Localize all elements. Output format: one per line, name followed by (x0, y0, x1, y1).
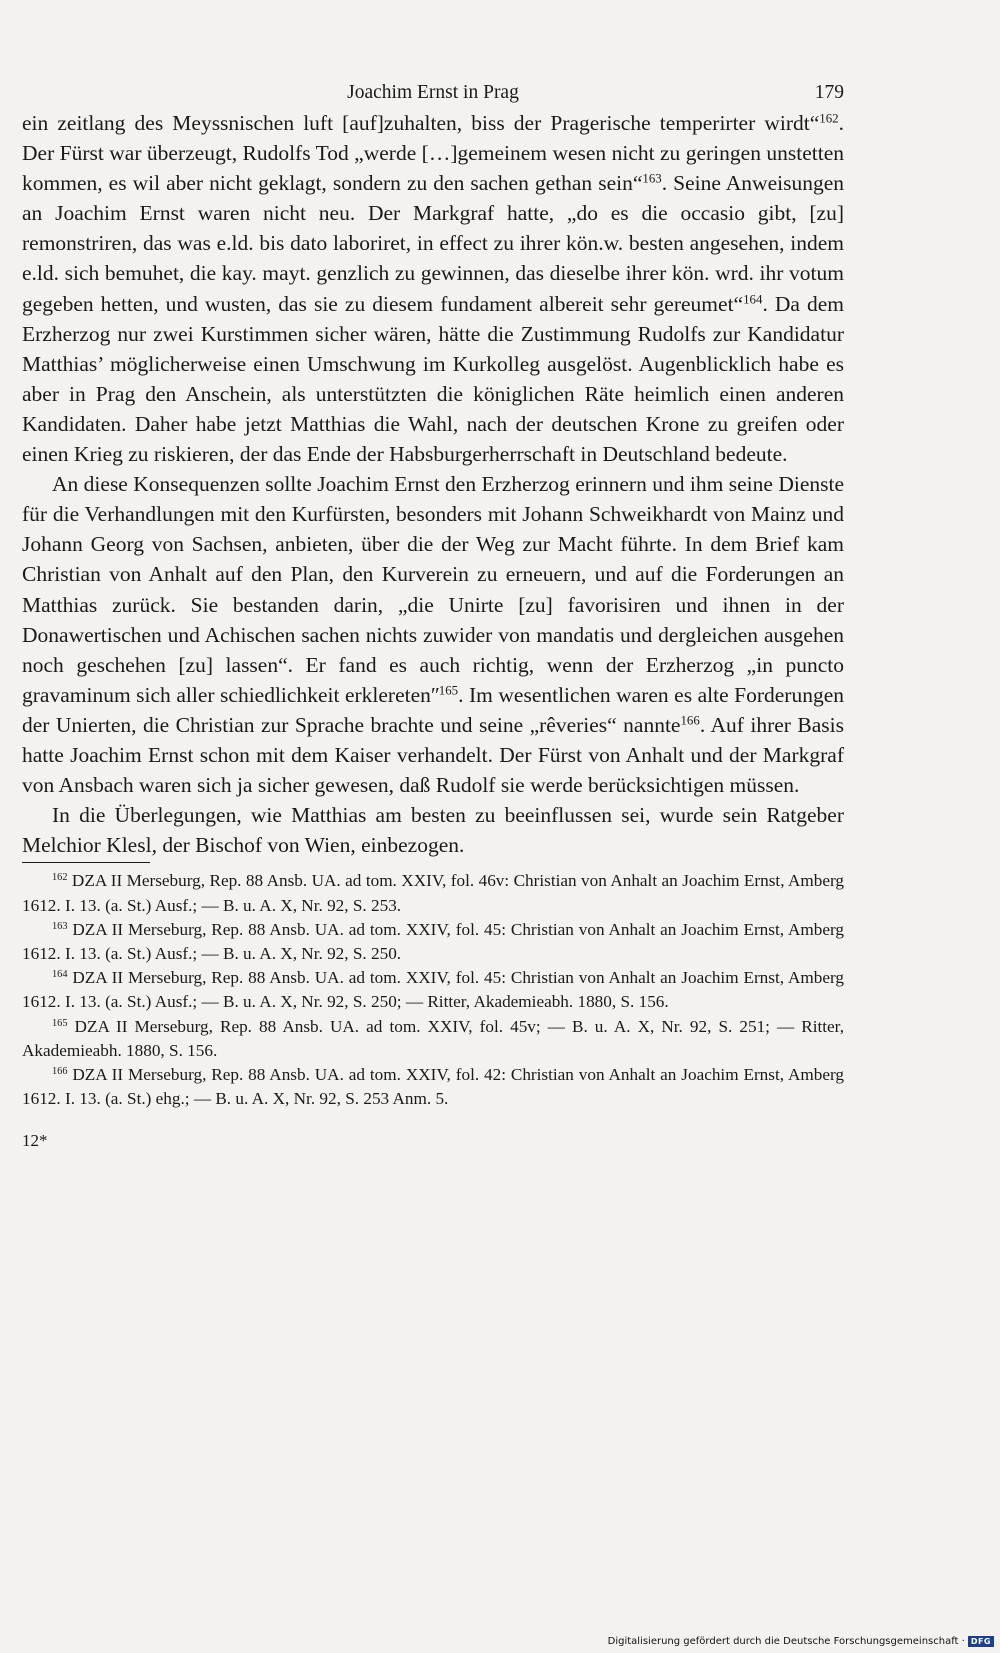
paragraph-1-text-b: . Der Fürst war überzeugt, Rudolfs Tod „werde […]gemeinem wesen nicht zu geringen unstetten kommen, es wil aber nicht geklagt, sondern zu den sachen gethan sein“ (22, 111, 844, 196)
footnote-divider (22, 862, 150, 863)
paragraph-2-text-a: An diese Konsequenzen sollte Joachim Ernst den Erzherzog erinnern und ihm seine Dienste für die Verhandlungen mit den Kurfürsten, besonders mit Johann Schweikhardt von Mainz und Johann Georg von Sachsen, anbieten, über die der Weg zur Macht führte. In dem Brief kam Christian von Anhalt auf den Plan, den Kurverein zu erneuern, und auf die Forderungen an Matthias zurück. Sie bestanden darin, „die Unirte [zu] favorisiren und ihnen in der Donawertischen und Achischen sachen nichts zuwider von mandatis und dergleichen ausgehen noch geschehen [zu] lassen“. Er fand es auch richtig, wenn der Erzherzog „in puncto gravaminum sich aller schiedlichkeit erkleretenʺ (22, 472, 844, 707)
dfg-notice-text: Digitalisierung gefördert durch die Deutsche Forschungsgemeinschaft · (607, 1636, 965, 1647)
paragraph-1-text-c: . Seine Anweisungen an Joachim Ernst waren nicht neu. Der Markgraf hatte, „do es die occasio gibt, [zu] remonstriren, das was e.ld. bis dato laboriret, in effect zu ihrer kön.w. besten angesehen, indem e.ld. sich bemuhet, die kay. mayt. genzlich zu gewinnen, das dieselbe ihrer kön. wrd. ihr votum gegeben hetten, und wusten, das sie zu diesem fundament albereit sehr gereumet“ (22, 171, 845, 316)
paragraph-2-text-c: . Auf ihrer Basis hatte Joachim Ernst schon mit dem Kaiser verhandelt. Der Fürst von Anhalt und der Markgraf von Ansbach waren sich ja sicher gewesen, daß Rudolf sie werde berücksichtigen müssen. (22, 712, 844, 798)
paragraph-1 (22, 108, 844, 469)
footnote-ref-164[interactable]: 164 (743, 291, 763, 306)
dfg-logo-icon: DFG (968, 1636, 994, 1647)
footnote-ref-163[interactable]: 163 (642, 171, 662, 186)
footnote-165 (22, 1015, 844, 1063)
running-head (22, 70, 844, 108)
footnote-text: DZA II Merseburg, Rep. 88 Ansb. UA. ad tom. XXIV, fol. 45: Christian von Anhalt an Joachim Ernst, Amberg 1612. I. 13. (a. St.) Ausf.; — B. u. A. X, Nr. 92, S. 250; — Ritter, Akademieabh. 1880, S. 156. (22, 968, 844, 1012)
paragraph-3-text: In die Überlegungen, wie Matthias am besten zu beeinflussen sei, wurde sein Ratgeber Melchior Klesl, der Bischof von Wien, einbezogen. (22, 803, 844, 858)
footnote-number: 163 (52, 920, 68, 932)
footnote-163 (22, 918, 844, 966)
footnote-number: 164 (52, 968, 68, 980)
footnote-number: 162 (52, 872, 68, 884)
footnote-ref-166[interactable]: 166 (680, 713, 700, 728)
paragraph-2-text-b: . Im wesentlichen waren es alte Forderungen der Unierten, die Christian zur Sprache brachte und seine „rêveries“ nannte (22, 682, 844, 737)
footnote-162 (22, 869, 844, 917)
footnote-text: DZA II Merseburg, Rep. 88 Ansb. UA. ad tom. XXIV, fol. 46v: Christian von Anhalt an Joachim Ernst, Amberg 1612. I. 13. (a. St.) Ausf.; — B. u. A. X, Nr. 92, S. 253. (22, 871, 844, 915)
footnote-ref-162[interactable]: 162 (819, 111, 839, 126)
footnotes (22, 869, 844, 1111)
signature-mark: 12* (22, 1131, 48, 1151)
footnote-text: DZA II Merseburg, Rep. 88 Ansb. UA. ad tom. XXIV, fol. 42: Christian von Anhalt an Joachim Ernst, Amberg 1612. I. 13. (a. St.) ehg.; — B. u. A. X, Nr. 92, S. 253 Anm. 5. (22, 1064, 844, 1109)
footnote-text: DZA II Merseburg, Rep. 88 Ansb. UA. ad tom. XXIV, fol. 45v; — B. u. A. X, Nr. 92, S. 251; — Ritter, Akademieabh. 1880, S. 156. (22, 1016, 844, 1060)
paragraph-1-text-a: ein zeitlang des Meyssnischen luft [auf]zuhalten, biss der Pragerische temperirter wirdt“ (22, 111, 820, 135)
running-title: Joachim Ernst in Prag (347, 82, 519, 103)
paragraph-1-text-d: . Da dem Erzherzog nur zwei Kurstimmen sicher wären, hätte die Zustimmung Rudolfs zur Kandidatur Matthias’ möglicherweise einen Umschwung im Kurkolleg ausgelöst. Augenblicklich habe es aber in Prag den Anschein, als unterstützten die königlichen Räte heimlich einen anderen Kandidaten. Daher habe jetzt Matthias die Wahl, nach der deutschen Krone zu greifen oder einen Krieg zu riskieren, der das Ende der Habsburgerherrschaft in Deutschland bedeute. (22, 291, 844, 467)
paragraph-3 (22, 800, 844, 860)
footnote-number: 166 (52, 1065, 68, 1077)
book-page (22, 70, 844, 1151)
body-text (22, 108, 844, 860)
page-number: 179 (814, 82, 844, 103)
footnote-number: 165 (52, 1017, 68, 1029)
footnote-166 (22, 1063, 844, 1111)
paragraph-2 (22, 469, 844, 800)
footnote-text: DZA II Merseburg, Rep. 88 Ansb. UA. ad tom. XXIV, fol. 45: Christian von Anhalt an Joachim Ernst, Amberg 1612. I. 13. (a. St.) Ausf.; — B. u. A. X, Nr. 92, S. 250. (22, 919, 844, 963)
dfg-funding-notice (608, 1636, 994, 1647)
footnote-164 (22, 966, 844, 1014)
footnote-ref-165[interactable]: 165 (438, 683, 459, 698)
